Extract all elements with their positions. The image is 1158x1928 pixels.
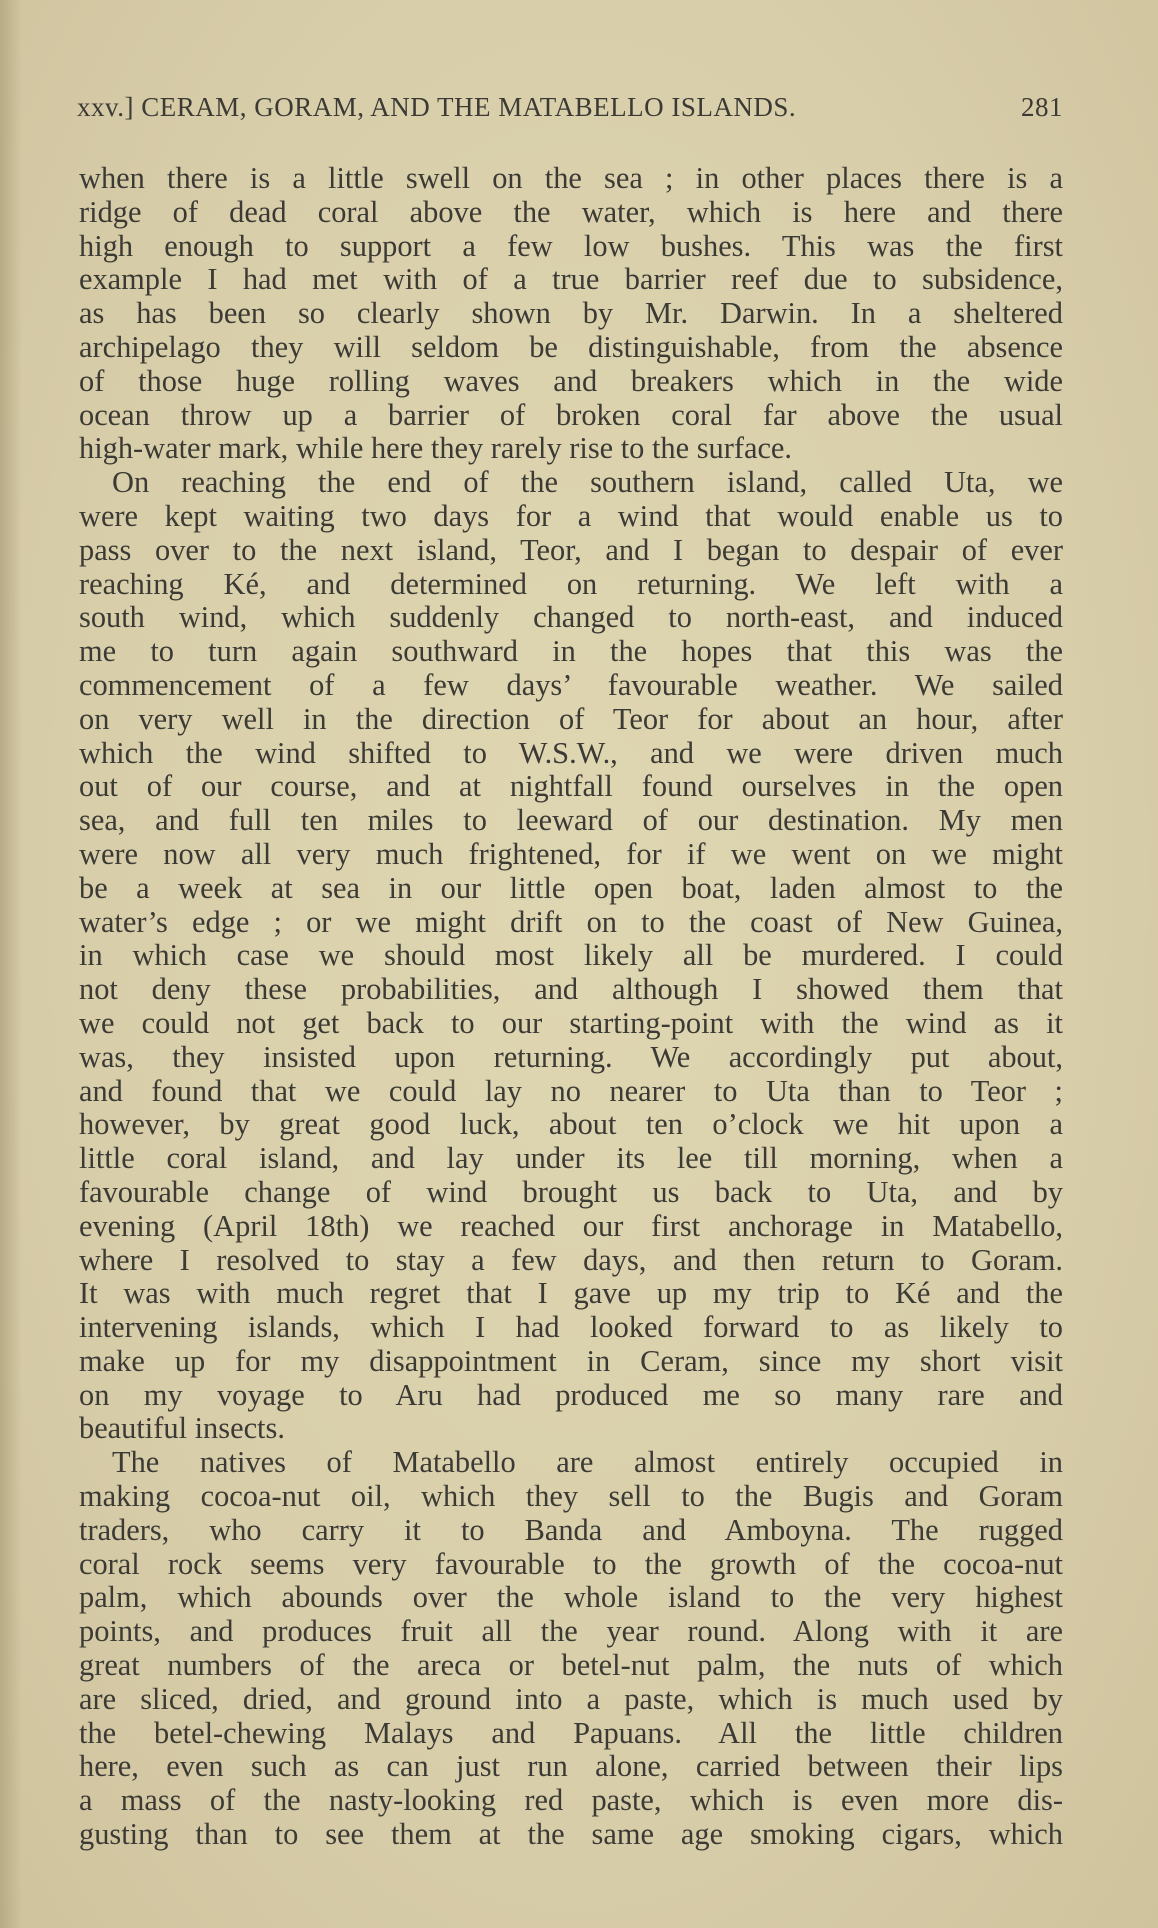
text-line: example I had met with of a true barrier reef due to subsidence, — [79, 262, 1063, 297]
text-line: south wind, which suddenly changed to north-east, and induced — [79, 600, 1063, 635]
text-line: coral rock seems very favourable to the growth of the cocoa-nut — [79, 1546, 1063, 1581]
text-line: we could not get back to our starting-point with the wind as it — [79, 1005, 1063, 1040]
text-line: in which case we should most likely all be murdered. I could — [79, 938, 1063, 973]
body-text — [79, 162, 1063, 1852]
text-line: were kept waiting two days for a wind that would enable us to — [79, 498, 1063, 533]
text-line: intervening islands, which I had looked forward to as likely to — [79, 1310, 1063, 1345]
text-line: points, and produces fruit all the year round. Along with it are — [79, 1614, 1063, 1649]
text-line: archipelago they will seldom be distinguishable, from the absence — [79, 329, 1063, 364]
text-line: when there is a little swell on the sea ; in other places there is a — [79, 161, 1063, 195]
text-line: was, they insisted upon returning. We accordingly put about, — [79, 1039, 1063, 1074]
text-line: On reaching the end of the southern island, called Uta, we — [112, 465, 1063, 500]
text-line: not deny these probabilities, and although I showed them that — [79, 972, 1063, 1007]
text-line: where I resolved to stay a few days, and then return to Goram. — [79, 1242, 1063, 1277]
text-line: great numbers of the areca or betel-nut palm, the nuts of which — [79, 1648, 1063, 1683]
text-line: of those huge rolling waves and breakers which in the wide — [79, 363, 1063, 398]
text-line: It was with much regret that I gave up my trip to Ké and the — [79, 1276, 1063, 1311]
text-line: here, even such as can just run alone, carried between their lips — [79, 1749, 1063, 1784]
page-header — [77, 92, 1063, 132]
text-line: beautiful insects. — [79, 1411, 285, 1446]
page-number: 281 — [1021, 92, 1063, 122]
text-line: the betel-chewing Malays and Papuans. All the little children — [79, 1715, 1063, 1750]
text-line: and found that we could lay no nearer to Uta than to Teor ; — [79, 1073, 1063, 1108]
text-line: on my voyage to Aru had produced me so many rare and — [79, 1377, 1063, 1412]
text-line: a mass of the nasty-looking red paste, which is even more dis- — [79, 1783, 1063, 1818]
text-line: out of our course, and at nightfall found ourselves in the open — [79, 769, 1063, 804]
text-line: as has been so clearly shown by Mr. Darwin. In a sheltered — [79, 296, 1063, 331]
text-line: water’s edge ; or we might drift on to the coast of New Guinea, — [79, 904, 1063, 939]
text-line: ridge of dead coral above the water, which is here and there — [79, 194, 1063, 229]
text-line: are sliced, dried, and ground into a paste, which is much used by — [79, 1681, 1063, 1716]
text-line: were now all very much frightened, for if we went on we might — [79, 836, 1063, 871]
running-title: xxv.] CERAM, GORAM, AND THE MATABELLO ISLANDS. — [77, 92, 797, 122]
text-line: palm, which abounds over the whole island to the very highest — [79, 1580, 1063, 1615]
text-line: reaching Ké, and determined on returning. We left with a — [79, 566, 1063, 601]
text-line: traders, who carry it to Banda and Amboyna. The rugged — [79, 1512, 1063, 1547]
text-line: high enough to support a few low bushes. This was the first — [79, 228, 1063, 263]
text-line: ocean throw up a barrier of broken coral far above the usual — [79, 397, 1063, 432]
text-line: favourable change of wind brought us back to Uta, and by — [79, 1174, 1063, 1209]
text-line: which the wind shifted to W.S.W., and we were driven much — [79, 735, 1063, 770]
text-line: sea, and full ten miles to leeward of our destination. My men — [79, 803, 1063, 838]
text-line: The natives of Matabello are almost entirely occupied in — [112, 1445, 1063, 1480]
text-line: me to turn again southward in the hopes that this was the — [79, 634, 1063, 669]
text-line: gusting than to see them at the same age smoking cigars, which — [79, 1817, 1063, 1852]
text-line: commencement of a few days’ favourable weather. We sailed — [79, 667, 1063, 702]
text-line: be a week at sea in our little open boat, laden almost to the — [79, 870, 1063, 905]
text-line: on very well in the direction of Teor for about an hour, after — [79, 701, 1063, 736]
text-line: make up for my disappointment in Ceram, since my short visit — [79, 1343, 1063, 1378]
text-line: pass over to the next island, Teor, and I began to despair of ever — [79, 532, 1063, 567]
text-line: high-water mark, while here they rarely rise to the surface. — [79, 431, 793, 466]
spine-shadow — [0, 0, 22, 1928]
text-line: however, by great good luck, about ten o’clock we hit upon a — [79, 1107, 1063, 1142]
text-line: making cocoa-nut oil, which they sell to the Bugis and Goram — [79, 1479, 1063, 1514]
text-line: evening (April 18th) we reached our first anchorage in Matabello, — [79, 1208, 1063, 1243]
text-line: little coral island, and lay under its lee till morning, when a — [79, 1141, 1063, 1176]
